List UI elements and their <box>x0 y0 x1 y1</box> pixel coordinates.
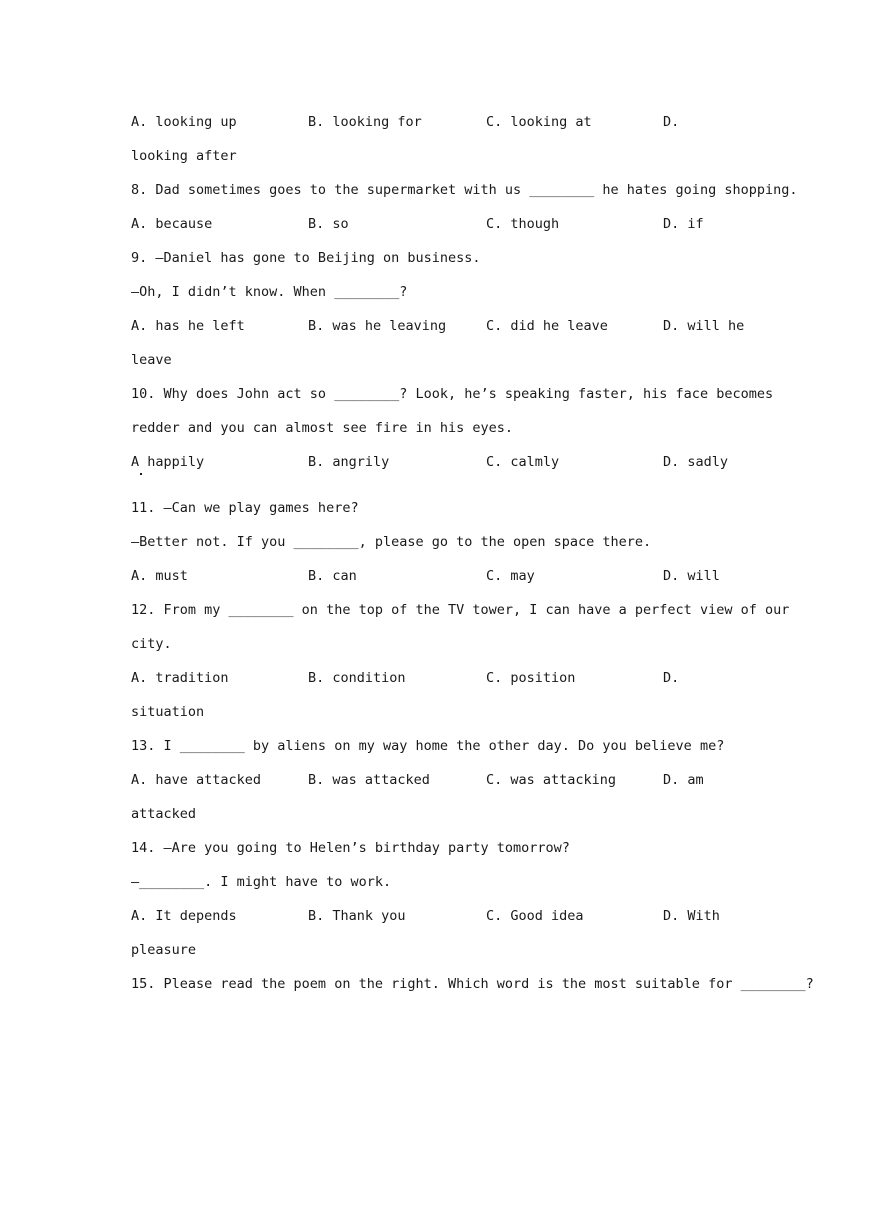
option-d: D. am <box>663 772 704 788</box>
option-continuation: situation <box>131 704 205 720</box>
option-b: B. was attacked <box>308 772 430 788</box>
options-row-q10 <box>131 452 741 498</box>
option-c: C. Good idea <box>486 908 584 924</box>
options-row-q11 <box>131 566 741 600</box>
option-c: C. did he leave <box>486 318 608 334</box>
option-d: D. <box>663 670 680 686</box>
option-a: A. because <box>131 216 213 232</box>
option-c: C. looking at <box>486 114 592 130</box>
option-a: A. looking up <box>131 114 237 130</box>
option-a: A. must <box>131 568 188 584</box>
option-b: B. can <box>308 568 357 584</box>
option-a: A happily <box>131 454 205 470</box>
option-b: B. so <box>308 216 349 232</box>
question-stem-q11: 11. —Can we play games here? <box>131 500 359 516</box>
option-a: A. has he left <box>131 318 245 334</box>
options-row-q13 <box>131 770 741 804</box>
option-c: C. was attacking <box>486 772 617 788</box>
options-row-q14 <box>131 906 741 940</box>
options-row-q7 <box>131 112 741 146</box>
option-d: D. sadly <box>663 454 729 470</box>
option-a: A. It depends <box>131 908 237 924</box>
option-continuation: pleasure <box>131 942 197 958</box>
option-b: B. looking for <box>308 114 422 130</box>
option-b: B. Thank you <box>308 908 406 924</box>
option-c: C. may <box>486 568 535 584</box>
question-stem-q9: 9. —Daniel has gone to Beijing on business. <box>131 250 481 266</box>
options-row-q12 <box>131 668 741 702</box>
option-continuation: leave <box>131 352 172 368</box>
option-a: A. have attacked <box>131 772 262 788</box>
option-d: D. <box>663 114 680 130</box>
option-d: D. will <box>663 568 720 584</box>
option-c: C. position <box>486 670 576 686</box>
question-stem-q8: 8. Dad sometimes goes to the supermarket with us ________ he hates going shopping. <box>131 182 798 198</box>
question-stem-q12-cont: city. <box>131 636 172 652</box>
options-row-q8 <box>131 214 741 248</box>
question-stem-q14-reply: —________. I might have to work. <box>131 874 392 890</box>
option-b: B. angrily <box>308 454 390 470</box>
option-c: C. though <box>486 216 560 232</box>
option-b: B. was he leaving <box>308 318 447 334</box>
question-stem-q14: 14. —Are you going to Helen’s birthday party tomorrow? <box>131 840 570 856</box>
options-row-q9 <box>131 316 745 350</box>
question-stem-q10: 10. Why does John act so ________? Look, he’s speaking faster, his face becomes <box>131 386 774 402</box>
stray-dot <box>140 473 142 475</box>
question-stem-q9-reply: —Oh, I didn’t know. When ________? <box>131 284 408 300</box>
option-d: D. if <box>663 216 704 232</box>
option-d: D. will he <box>663 318 745 334</box>
option-c: C. calmly <box>486 454 560 470</box>
question-stem-q13: 13. I ________ by aliens on my way home the other day. Do you believe me? <box>131 738 725 754</box>
question-stem-q11-reply: —Better not. If you ________, please go to the open space there. <box>131 534 652 550</box>
question-stem-q10-cont: redder and you can almost see fire in his eyes. <box>131 420 514 436</box>
option-a: A. tradition <box>131 670 229 686</box>
option-b: B. condition <box>308 670 406 686</box>
question-stem-q15: 15. Please read the poem on the right. Which word is the most suitable for ________? <box>131 976 814 992</box>
option-continuation: looking after <box>131 148 237 164</box>
option-d: D. With <box>663 908 720 924</box>
question-stem-q12: 12. From my ________ on the top of the TV tower, I can have a perfect view of our <box>131 602 790 618</box>
question-sheet <box>131 112 814 1008</box>
option-continuation: attacked <box>131 806 197 822</box>
